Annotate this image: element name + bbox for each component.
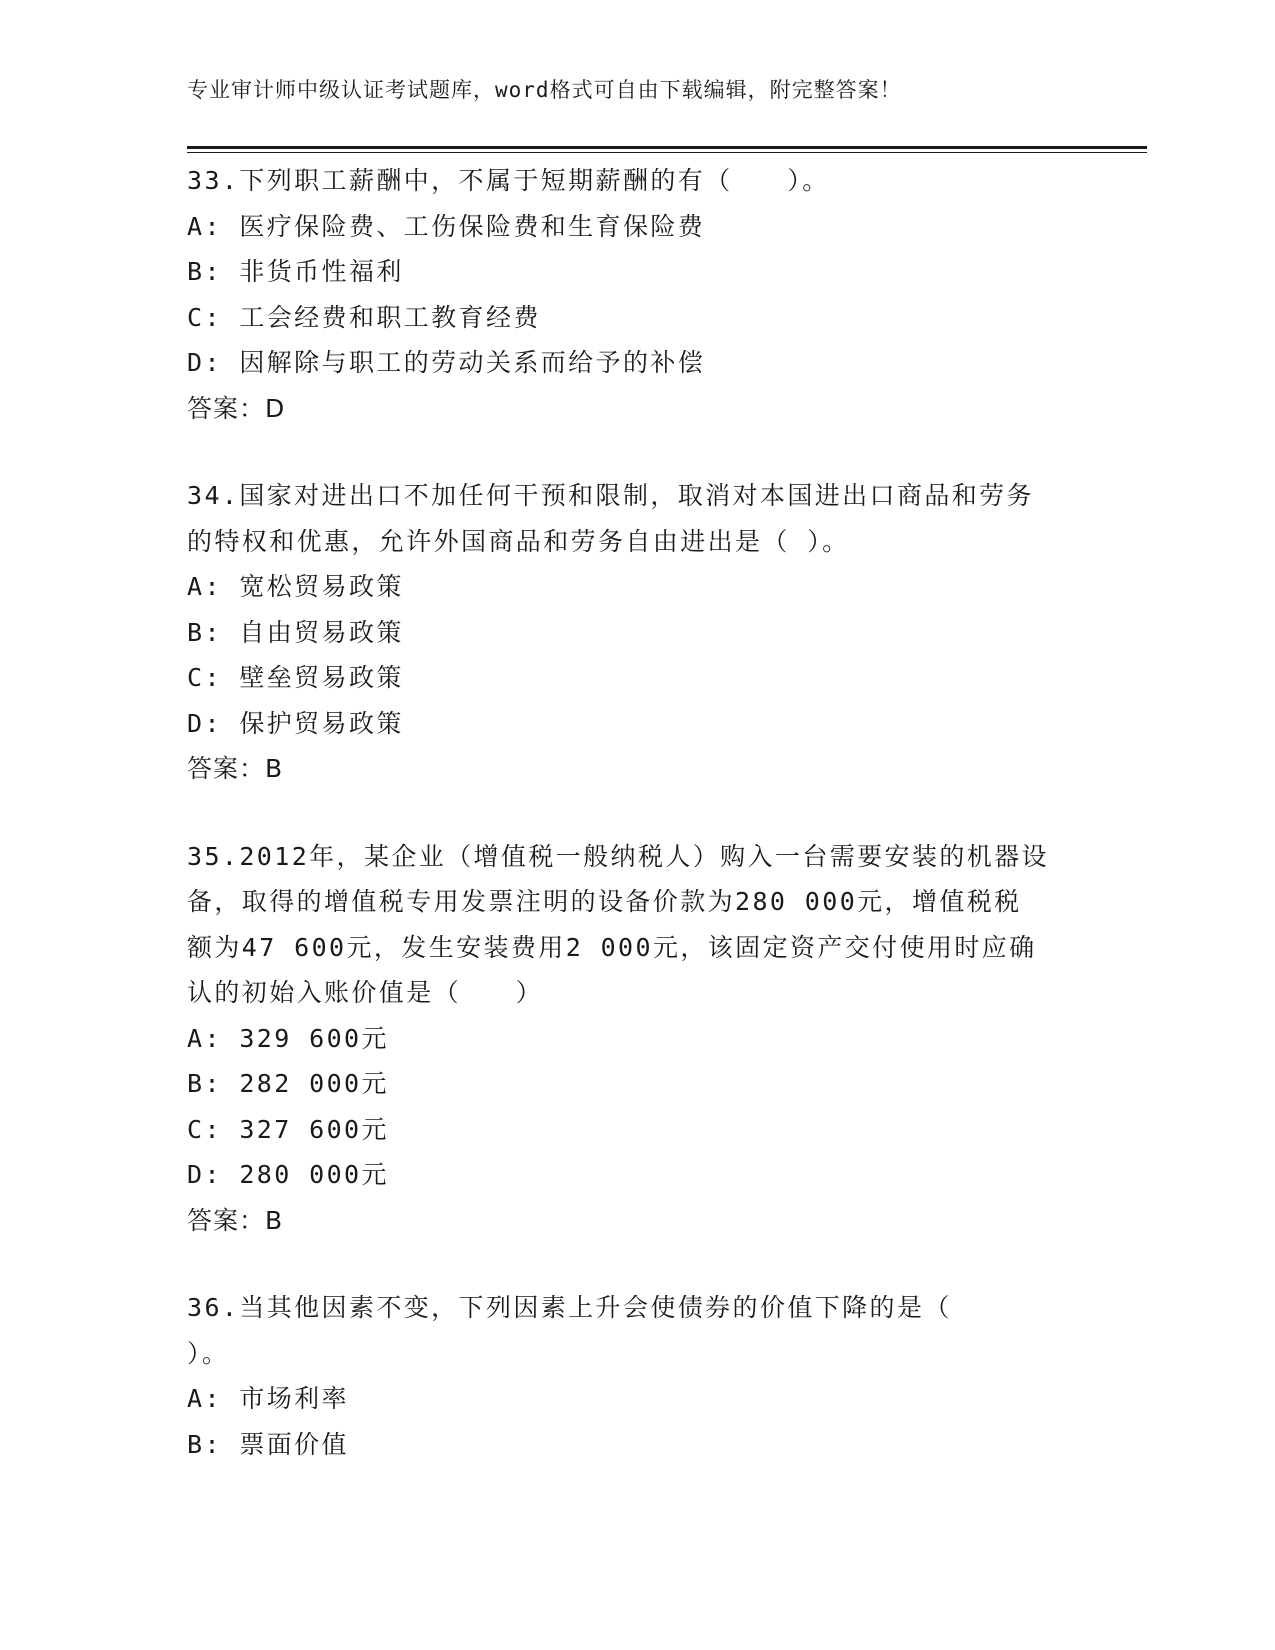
option-d: D: 因解除与职工的劳动关系而给予的补偿 xyxy=(187,348,706,377)
question-34 xyxy=(187,473,1087,792)
question-stem: 35.2012年，某企业（增值税一般纳税人）购入一台需要安装的机器设 xyxy=(187,841,1049,871)
question-list xyxy=(187,158,1087,1467)
option-a: A: 医疗保险费、工伤保险费和生育保险费 xyxy=(187,211,706,241)
option-b: B: 282 000元 xyxy=(187,1069,389,1098)
option-d: D: 280 000元 xyxy=(187,1160,389,1189)
question-stem: 34.国家对进出口不加任何干预和限制，取消对本国进出口商品和劳务 xyxy=(187,481,1034,510)
option-b: B: 自由贸易政策 xyxy=(187,617,404,647)
option-a: A: 329 600元 xyxy=(187,1023,389,1053)
option-a: A: 市场利率 xyxy=(187,1384,349,1413)
question-stem-cont: 额为47 600元，发生安装费用2 000元，该固定资产交付使用时应确 xyxy=(187,932,1037,962)
option-d: D: 保护贸易政策 xyxy=(187,708,404,738)
option-b: B: 非货币性福利 xyxy=(187,257,404,286)
question-36 xyxy=(187,1285,1087,1467)
option-c: C: 327 600元 xyxy=(187,1114,389,1144)
question-stem: 33.下列职工薪酬中，不属于短期薪酬的有（ ）。 xyxy=(187,166,830,195)
question-stem-cont: 备，取得的增值税专用发票注明的设备价款为280 000元，增值税税 xyxy=(187,887,1022,916)
header-rule-thick xyxy=(187,146,1147,149)
question-35 xyxy=(187,834,1087,1244)
question-33 xyxy=(187,158,1087,431)
option-b: B: 票面价值 xyxy=(187,1429,349,1459)
page-header: 专业审计师中级认证考试题库，word格式可自由下载编辑，附完整答案！ xyxy=(187,78,902,102)
answer-line: 答案：D xyxy=(187,393,286,423)
question-stem-cont: 认的初始入账价值是（ ） xyxy=(187,978,544,1007)
question-stem: 36.当其他因素不变，下列因素上升会使债券的价值下降的是（ xyxy=(187,1293,952,1322)
question-stem-cont: 的特权和优惠，允许外国商品和劳务自由进出是（ ）。 xyxy=(187,526,850,556)
option-c: C: 壁垒贸易政策 xyxy=(187,663,404,692)
option-c: C: 工会经费和职工教育经费 xyxy=(187,302,541,332)
answer-line: 答案：B xyxy=(187,754,284,783)
answer-line: 答案：B xyxy=(187,1205,284,1235)
header-rule-thin xyxy=(187,152,1147,153)
question-stem-cont: ）。 xyxy=(187,1338,230,1368)
option-a: A: 宽松贸易政策 xyxy=(187,572,404,601)
